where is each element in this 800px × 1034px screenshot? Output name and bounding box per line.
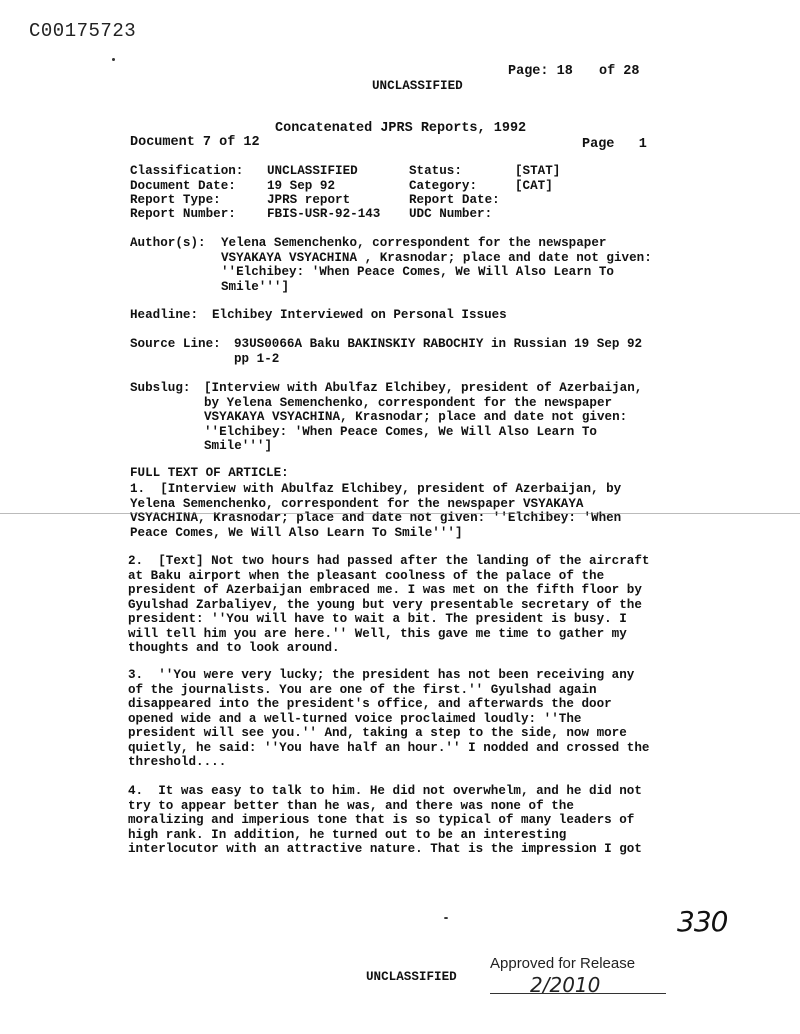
paragraph-line: disappeared into the president's office, and afterwards the door [128, 697, 612, 711]
headline-text: Elchibey Interviewed on Personal Issues [212, 308, 507, 322]
meta-value: FBIS-USR-92-143 [267, 207, 381, 221]
release-stamp-label: Approved for Release [490, 955, 636, 972]
paragraph-line: try to appear better than he was, and there was none of the [128, 798, 574, 813]
document-control-number: C00175723 [29, 20, 137, 42]
meta-key: Document Date: [130, 179, 236, 193]
paragraph-line: 3. ''You were very lucky; the president has not been receiving any [128, 668, 635, 682]
handwritten-page-number: 330 [677, 905, 728, 938]
paragraph-line: high rank. In addition, he turned out to be an interesting [128, 827, 567, 842]
paragraph-line: president will see you.'' And, taking a step to the side, now more [128, 726, 627, 740]
full-text-label: FULL TEXT OF ARTICLE: [130, 466, 289, 480]
paragraph-line: of the journalists. You are one of the first.'' Gyulshad again [128, 682, 597, 697]
source-line: pp 1-2 [234, 351, 280, 366]
scan-line-artifact [0, 513, 800, 514]
meta-key: Report Type: [130, 193, 221, 207]
subslug-text [204, 381, 642, 454]
author-line: ''Elchibey: 'When Peace Comes, We Will Also Learn To [221, 265, 614, 279]
meta-value: [STAT] [515, 164, 561, 178]
subslug-line: [Interview with Abulfaz Elchibey, president of Azerbaijan, [204, 381, 643, 395]
subslug-line: ''Elchibey: 'When Peace Comes, We Will Also Learn To [204, 424, 597, 439]
meta-value: 19 Sep 92 [267, 179, 336, 193]
source-line: 93US0066A Baku BAKINSKIY RABOCHIY in Russian 19 Sep 92 [234, 337, 643, 351]
paragraph-line: threshold.... [128, 755, 227, 769]
author-line: Smile'''] [221, 279, 290, 294]
paragraph-line: will tell him you are here.'' Well, this gave me time to gather my [128, 626, 627, 641]
paragraph-line: president: ''You will have to wait a bit. The president is busy. I [128, 612, 627, 626]
paragraph-line: VSYACHINA, Krasnodar; place and date not given: ''Elchibey: 'When [130, 511, 622, 525]
paragraph-line: quietly, he said: ''You have half an hour.'' I nodded and crossed the [128, 740, 650, 755]
subslug-line: by Yelena Semenchenko, correspondent for the newspaper [204, 395, 613, 410]
paragraph-line: thoughts and to look around. [128, 641, 340, 655]
classification-footer: UNCLASSIFIED [366, 970, 457, 984]
source-label: Source Line: [130, 337, 221, 351]
author-line: Yelena Semenchenko, correspondent for the newspaper [221, 236, 607, 250]
release-stamp-date: 2/2010 [530, 973, 601, 997]
subslug-line: VSYAKAYA VSYACHINA, Krasnodar; place and date not given: [204, 410, 628, 424]
paragraph-line: 2. [Text] Not two hours had passed after the landing of the aircraft [128, 554, 650, 568]
subslug-label: Subslug: [130, 381, 191, 395]
paragraph-line: 1. [Interview with Abulfaz Elchibey, president of Azerbaijan, by [130, 482, 622, 496]
document-page: Page 1 [582, 137, 647, 152]
paragraph-line: Gyulshad Zarbaliyev, the young but very presentable secretary of the [128, 597, 642, 612]
document-number: Document 7 of 12 [130, 135, 260, 150]
release-stamp-underline [490, 993, 666, 994]
paragraph-line: 4. It was easy to talk to him. He did not overwhelm, and he did not [128, 784, 642, 798]
speck-mark [444, 917, 448, 919]
paragraph-line: at Baku airport when the pleasant coolness of the palace of the [128, 568, 605, 583]
paragraph-line: Yelena Semenchenko, correspondent for the newspaper VSYAKAYA [130, 496, 584, 511]
paragraph-line: moralizing and imperious tone that is so typical of many leaders of [128, 813, 635, 827]
paragraph-line: opened wide and a well-turned voice proclaimed loudly: ''The [128, 711, 582, 726]
classification-header: UNCLASSIFIED [372, 79, 463, 93]
meta-value: [CAT] [515, 179, 553, 193]
meta-value: JPRS report [267, 193, 351, 207]
meta-key: UDC Number: [409, 207, 493, 221]
author-line: VSYAKAYA VSYACHINA , Krasnodar; place and date not given: [221, 250, 652, 265]
meta-key: Report Date: [409, 193, 500, 207]
author-label: Author(s): [130, 236, 206, 250]
meta-key: Category: [409, 179, 478, 193]
meta-key: Report Number: [130, 207, 236, 221]
meta-key: Status: [409, 164, 462, 178]
page-total-label: of 28 [599, 64, 640, 79]
headline-label: Headline: [130, 308, 199, 322]
paragraph-line: Peace Comes, We Will Also Learn To Smile'''] [130, 525, 463, 540]
meta-key: Classification: [130, 164, 244, 178]
paragraph-1 [130, 482, 621, 540]
paragraph-line: president of Azerbaijan embraced me. I was met on the fifth floor by [128, 583, 642, 597]
paragraph-4 [128, 784, 642, 857]
author-text [221, 236, 652, 294]
source-text [234, 337, 642, 366]
subslug-line: Smile'''] [204, 439, 273, 453]
paragraph-line: interlocutor with an attractive nature. That is the impression I got [128, 842, 642, 856]
paragraph-3 [128, 668, 649, 770]
speck-mark [112, 58, 115, 61]
meta-value: UNCLASSIFIED [267, 164, 358, 178]
page-number-label: Page: 18 [508, 64, 573, 79]
report-title: Concatenated JPRS Reports, 1992 [275, 121, 527, 136]
paragraph-2 [128, 554, 649, 656]
